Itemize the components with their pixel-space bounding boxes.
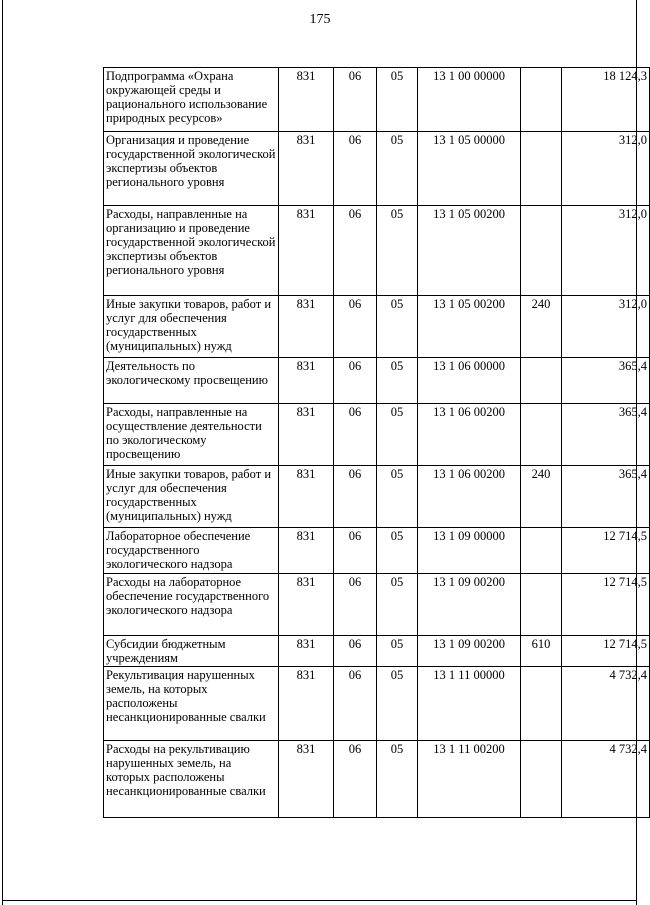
table-row xyxy=(104,528,650,574)
table-row xyxy=(104,636,650,667)
row-sum-cell: 365,4 xyxy=(562,358,650,404)
row-subsection-cell: 05 xyxy=(377,296,418,358)
row-expense-type-cell: 610 xyxy=(521,636,562,667)
row-name-cell: Деятельность по экологическому просвещению xyxy=(104,358,279,404)
row-target-article-cell: 13 1 06 00200 xyxy=(418,466,521,528)
row-target-article-cell: 13 1 09 00200 xyxy=(418,636,521,667)
row-sum-cell: 312,0 xyxy=(562,206,650,296)
row-expense-type-cell xyxy=(521,206,562,296)
row-adm-code-cell: 831 xyxy=(279,574,334,636)
row-name-cell: Иные закупки товаров, работ и услуг для обеспечения государственных (муниципальных) нужд xyxy=(104,466,279,528)
row-name-cell: Расходы, направленные на осуществление деятельности по экологическому просвещению xyxy=(104,404,279,466)
row-subsection-cell: 05 xyxy=(377,528,418,574)
row-section-cell: 06 xyxy=(334,358,377,404)
row-subsection-cell: 05 xyxy=(377,132,418,206)
row-section-cell: 06 xyxy=(334,636,377,667)
row-subsection-cell: 05 xyxy=(377,206,418,296)
row-name-cell: Подпрограмма «Охрана окружающей среды и рационального использование природных ресурсов» xyxy=(104,68,279,132)
row-adm-code-cell: 831 xyxy=(279,667,334,741)
row-adm-code-cell: 831 xyxy=(279,404,334,466)
row-section-cell: 06 xyxy=(334,68,377,132)
row-adm-code-cell: 831 xyxy=(279,206,334,296)
table-row xyxy=(104,206,650,296)
row-target-article-cell: 13 1 09 00200 xyxy=(418,574,521,636)
row-expense-type-cell: 240 xyxy=(521,466,562,528)
row-subsection-cell: 05 xyxy=(377,404,418,466)
row-target-article-cell: 13 1 00 00000 xyxy=(418,68,521,132)
table-row xyxy=(104,358,650,404)
table-row xyxy=(104,68,650,132)
row-section-cell: 06 xyxy=(334,132,377,206)
row-subsection-cell: 05 xyxy=(377,68,418,132)
row-section-cell: 06 xyxy=(334,574,377,636)
row-adm-code-cell: 831 xyxy=(279,358,334,404)
table-row xyxy=(104,574,650,636)
row-subsection-cell: 05 xyxy=(377,574,418,636)
row-name-cell: Организация и проведение государственной экологической экспертизы объектов регионального уровня xyxy=(104,132,279,206)
row-expense-type-cell xyxy=(521,68,562,132)
row-target-article-cell: 13 1 05 00200 xyxy=(418,296,521,358)
row-sum-cell: 12 714,5 xyxy=(562,636,650,667)
row-adm-code-cell: 831 xyxy=(279,132,334,206)
row-target-article-cell: 13 1 05 00200 xyxy=(418,206,521,296)
page-number: 175 xyxy=(309,12,331,27)
row-expense-type-cell xyxy=(521,741,562,818)
row-expense-type-cell: 240 xyxy=(521,296,562,358)
row-section-cell: 06 xyxy=(334,296,377,358)
row-section-cell: 06 xyxy=(334,206,377,296)
budget-table xyxy=(103,67,650,818)
row-expense-type-cell xyxy=(521,132,562,206)
row-sum-cell: 312,0 xyxy=(562,296,650,358)
row-target-article-cell: 13 1 09 00000 xyxy=(418,528,521,574)
row-sum-cell: 312,0 xyxy=(562,132,650,206)
row-section-cell: 06 xyxy=(334,466,377,528)
row-adm-code-cell: 831 xyxy=(279,466,334,528)
budget-table-body xyxy=(104,68,650,818)
row-name-cell: Иные закупки товаров, работ и услуг для обеспечения государственных (муниципальных) нужд xyxy=(104,296,279,358)
table-row xyxy=(104,404,650,466)
row-adm-code-cell: 831 xyxy=(279,528,334,574)
row-section-cell: 06 xyxy=(334,667,377,741)
page-frame-left xyxy=(2,0,3,905)
row-target-article-cell: 13 1 05 00000 xyxy=(418,132,521,206)
row-name-cell: Расходы на лабораторное обеспечение государственного экологического надзора xyxy=(104,574,279,636)
row-section-cell: 06 xyxy=(334,404,377,466)
row-adm-code-cell: 831 xyxy=(279,296,334,358)
row-target-article-cell: 13 1 11 00000 xyxy=(418,667,521,741)
row-expense-type-cell xyxy=(521,404,562,466)
row-name-cell: Субсидии бюджетным учреждениям xyxy=(104,636,279,667)
row-expense-type-cell xyxy=(521,358,562,404)
row-sum-cell: 365,4 xyxy=(562,466,650,528)
row-sum-cell: 12 714,5 xyxy=(562,528,650,574)
row-subsection-cell: 05 xyxy=(377,667,418,741)
row-sum-cell: 365,4 xyxy=(562,404,650,466)
row-subsection-cell: 05 xyxy=(377,741,418,818)
row-sum-cell: 12 714,5 xyxy=(562,574,650,636)
row-expense-type-cell xyxy=(521,667,562,741)
row-adm-code-cell: 831 xyxy=(279,741,334,818)
row-section-cell: 06 xyxy=(334,528,377,574)
row-sum-cell: 4 732,4 xyxy=(562,667,650,741)
row-target-article-cell: 13 1 11 00200 xyxy=(418,741,521,818)
table-row xyxy=(104,132,650,206)
table-row xyxy=(104,741,650,818)
page-frame-bottom xyxy=(2,900,637,901)
row-subsection-cell: 05 xyxy=(377,358,418,404)
table-row xyxy=(104,296,650,358)
row-subsection-cell: 05 xyxy=(377,466,418,528)
row-subsection-cell: 05 xyxy=(377,636,418,667)
row-name-cell: Расходы на рекультивацию нарушенных земель, на которых расположены несанкционированные свалки xyxy=(104,741,279,818)
row-section-cell: 06 xyxy=(334,741,377,818)
table-row xyxy=(104,466,650,528)
row-name-cell: Рекультивация нарушенных земель, на которых расположены несанкционированные свалки xyxy=(104,667,279,741)
row-adm-code-cell: 831 xyxy=(279,636,334,667)
row-sum-cell: 4 732,4 xyxy=(562,741,650,818)
row-target-article-cell: 13 1 06 00200 xyxy=(418,404,521,466)
table-row xyxy=(104,667,650,741)
row-expense-type-cell xyxy=(521,574,562,636)
row-target-article-cell: 13 1 06 00000 xyxy=(418,358,521,404)
row-name-cell: Расходы, направленные на организацию и проведение государственной экологической экспертизы объектов регионального уровня xyxy=(104,206,279,296)
row-expense-type-cell xyxy=(521,528,562,574)
row-name-cell: Лабораторное обеспечение государственного экологического надзора xyxy=(104,528,279,574)
row-adm-code-cell: 831 xyxy=(279,68,334,132)
row-sum-cell: 18 124,3 xyxy=(562,68,650,132)
